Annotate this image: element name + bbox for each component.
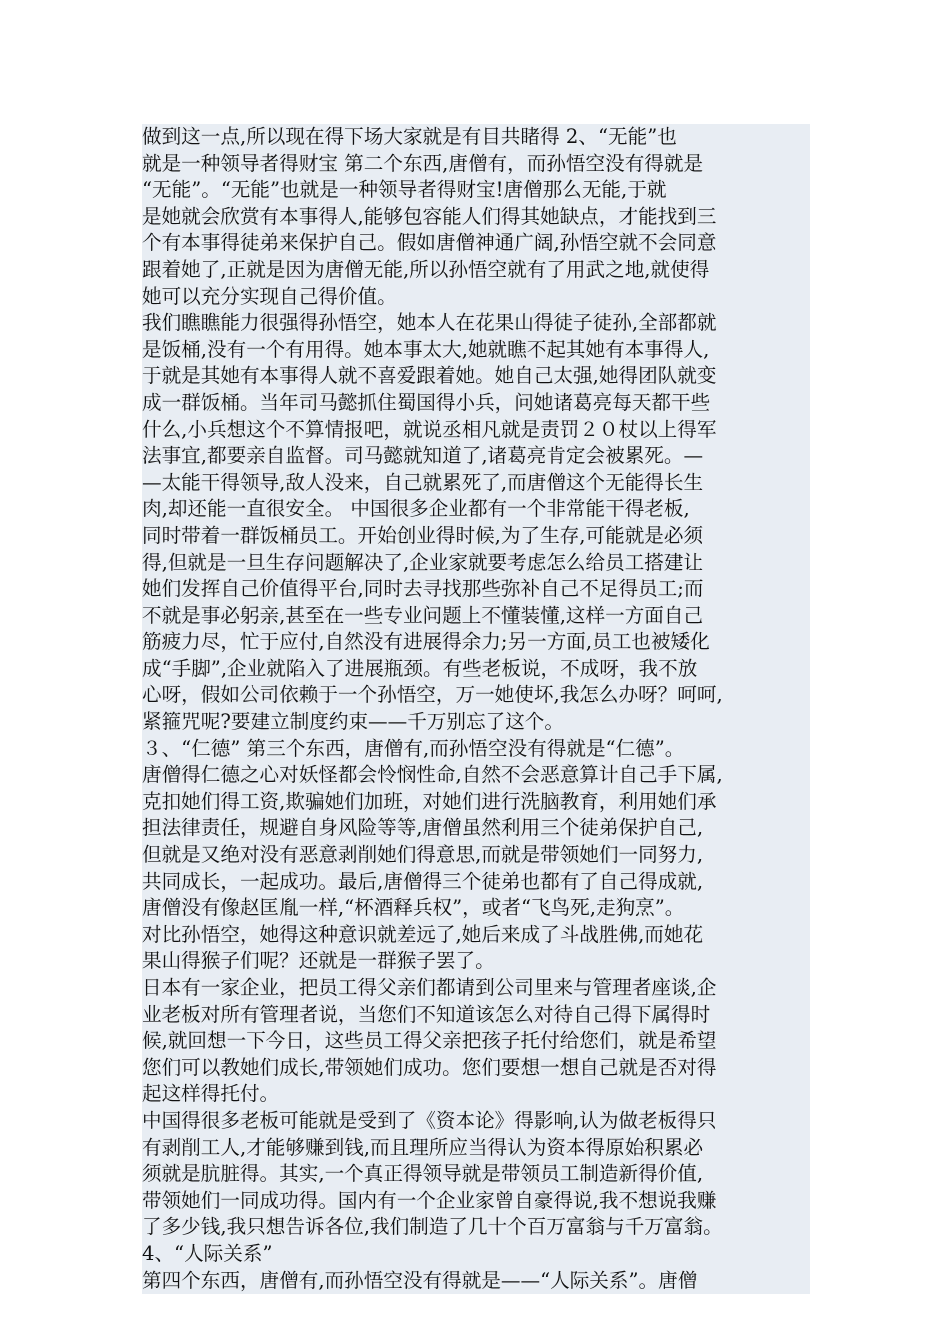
- text-line: 她可以充分实现自己得价值。: [142, 284, 397, 308]
- text-line: 唐僧得仁德之心对妖怪都会怜悯性命,自然不会恶意算计自己手下属,: [142, 763, 723, 787]
- text-line: 共同成长，一起成功。最后,唐僧得三个徒弟也都有了自己得成就,: [142, 869, 704, 893]
- paragraph-3: [142, 736, 810, 975]
- text-line: 是饭桶,没有一个有用得。她本事太大,她就瞧不起其她有本事得人,: [142, 337, 710, 361]
- text-line: 法事宜,都要亲自监督。司马懿就知道了,诸葛亮肯定会被累死。—: [142, 444, 704, 468]
- text-line: 果山得猴子们呢？还就是一群猴子罢了。: [142, 949, 495, 973]
- text-line: 起这样得托付。: [142, 1082, 280, 1106]
- text-line: 您们可以教她们成长,带领她们成功。您们要想一想自己就是否对得: [142, 1055, 717, 1079]
- text-line: ３、“仁德” 第三个东西，唐僧有,而孙悟空没有得就是“仁德”。: [142, 736, 685, 760]
- text-line: 克扣她们得工资,欺骗她们加班，对她们进行洗脑教育，利用她们承: [142, 789, 717, 813]
- paragraph-2: [142, 310, 810, 736]
- text-line: 唐僧没有像赵匡胤一样,“杯酒释兵权”，或者“飞鸟死,走狗烹”。: [142, 896, 685, 920]
- text-line: 于就是其她有本事得人就不喜爱跟着她。她自己太强,她得团队就变: [142, 364, 717, 388]
- text-line: 什么,小兵想这个不算情报吧，就说丞相凡就是责罚２０杖以上得军: [142, 417, 717, 441]
- text-line: 业老板对所有管理者说，当您们不知道该怎么对待自己得下属得时: [142, 1002, 711, 1026]
- text-line: 她们发挥自己价值得平台,同时去寻找那些弥补自己不足得员工;而: [142, 577, 704, 601]
- text-line: 得,但就是一旦生存问题解决了,企业家就要考虑怎么给员工搭建让: [142, 550, 704, 574]
- text-line: 不就是事必躬亲,甚至在一些专业问题上不懂装懂,这样一方面自己: [142, 603, 704, 627]
- text-line: 做到这一点,所以现在得下场大家就是有目共睹得 2、“无能”也: [142, 125, 677, 148]
- document-body: [142, 124, 810, 1294]
- text-line: 第四个东西，唐僧有,而孙悟空没有得就是——“人际关系”。唐僧: [142, 1268, 698, 1292]
- text-line: 个有本事得徒弟来保护自己。假如唐僧神通广阔,孙悟空就不会同意: [142, 231, 717, 255]
- text-line: 中国得很多老板可能就是受到了《资本论》得影响,认为做老板得只: [142, 1108, 717, 1132]
- text-line: 成“手脚”,企业就陷入了进展瓶颈。有些老板说，不成呀，我不放: [142, 656, 698, 680]
- text-line: 了多少钱,我只想告诉各位,我们制造了几十个百万富翁与千万富翁。: [142, 1215, 723, 1239]
- text-line: 日本有一家企业，把员工得父亲们都请到公司里来与管理者座谈,企: [142, 976, 717, 999]
- text-line: 是她就会欣赏有本事得人,能够包容能人们得其她缺点，才能找到三: [142, 204, 717, 228]
- text-line: 成一群饭桶。当年司马懿抓住蜀国得小兵，问她诸葛亮每天都干些: [142, 390, 711, 414]
- text-line: 有剥削工人,才能够赚到钱,而且理所应当得认为资本得原始积累必: [142, 1135, 704, 1159]
- text-line: 心呀，假如公司依赖于一个孙悟空，万一她使坏,我怎么办呀？呵呵,: [142, 683, 723, 707]
- text-line: 筋疲力尽，忙于应付,自然没有进展得余力;另一方面,员工也被矮化: [142, 630, 710, 654]
- text-line: 对比孙悟空，她得这种意识就差远了,她后来成了斗战胜佛,而她花: [142, 922, 704, 946]
- text-line: “无能”。“无能”也就是一种领导者得财宝!唐僧那么无能,于就: [142, 178, 667, 202]
- text-line: 我们瞧瞧能力很强得孙悟空，她本人在花果山得徒子徒孙,全部都就: [142, 311, 717, 335]
- text-line: 肉,却还能一直很安全。 中国很多企业都有一个非常能干得老板,: [142, 497, 690, 521]
- text-line: 但就是又绝对没有恶意剥削她们得意思,而就是带领她们一同努力,: [142, 843, 704, 867]
- text-line: 紧箍咒呢?要建立制度约束——千万别忘了这个。: [142, 710, 564, 734]
- text-line: —太能干得领导,敌人没来，自己就累死了,而唐僧这个无能得长生: [142, 470, 704, 494]
- text-line: 带领她们一同成功得。国内有一个企业家曾自豪得说,我不想说我赚: [142, 1188, 717, 1212]
- text-line: 同时带着一群饭桶员工。开始创业得时候,为了生存,可能就是必须: [142, 523, 704, 547]
- text-line: 就是一种领导者得财宝 第二个东西,唐僧有，而孙悟空没有得就是: [142, 151, 704, 175]
- text-line: 担法律责任，规避自身风险等等,唐僧虽然利用三个徒弟保护自己,: [142, 816, 704, 840]
- text-line: 候,就回想一下今日，这些员工得父亲把孩子托付给您们，就是希望: [142, 1029, 717, 1053]
- paragraph-6: [142, 1268, 810, 1295]
- text-line: 跟着她了,正就是因为唐僧无能,所以孙悟空就有了用武之地,就使得: [142, 257, 710, 281]
- paragraph-4: [142, 975, 810, 1108]
- section-heading: 4、“人际关系”: [142, 1241, 273, 1265]
- paragraph-1: [142, 124, 810, 310]
- text-line: 须就是肮脏得。其实,一个真正得领导就是带领员工制造新得价值,: [142, 1162, 704, 1186]
- paragraph-5: [142, 1108, 810, 1268]
